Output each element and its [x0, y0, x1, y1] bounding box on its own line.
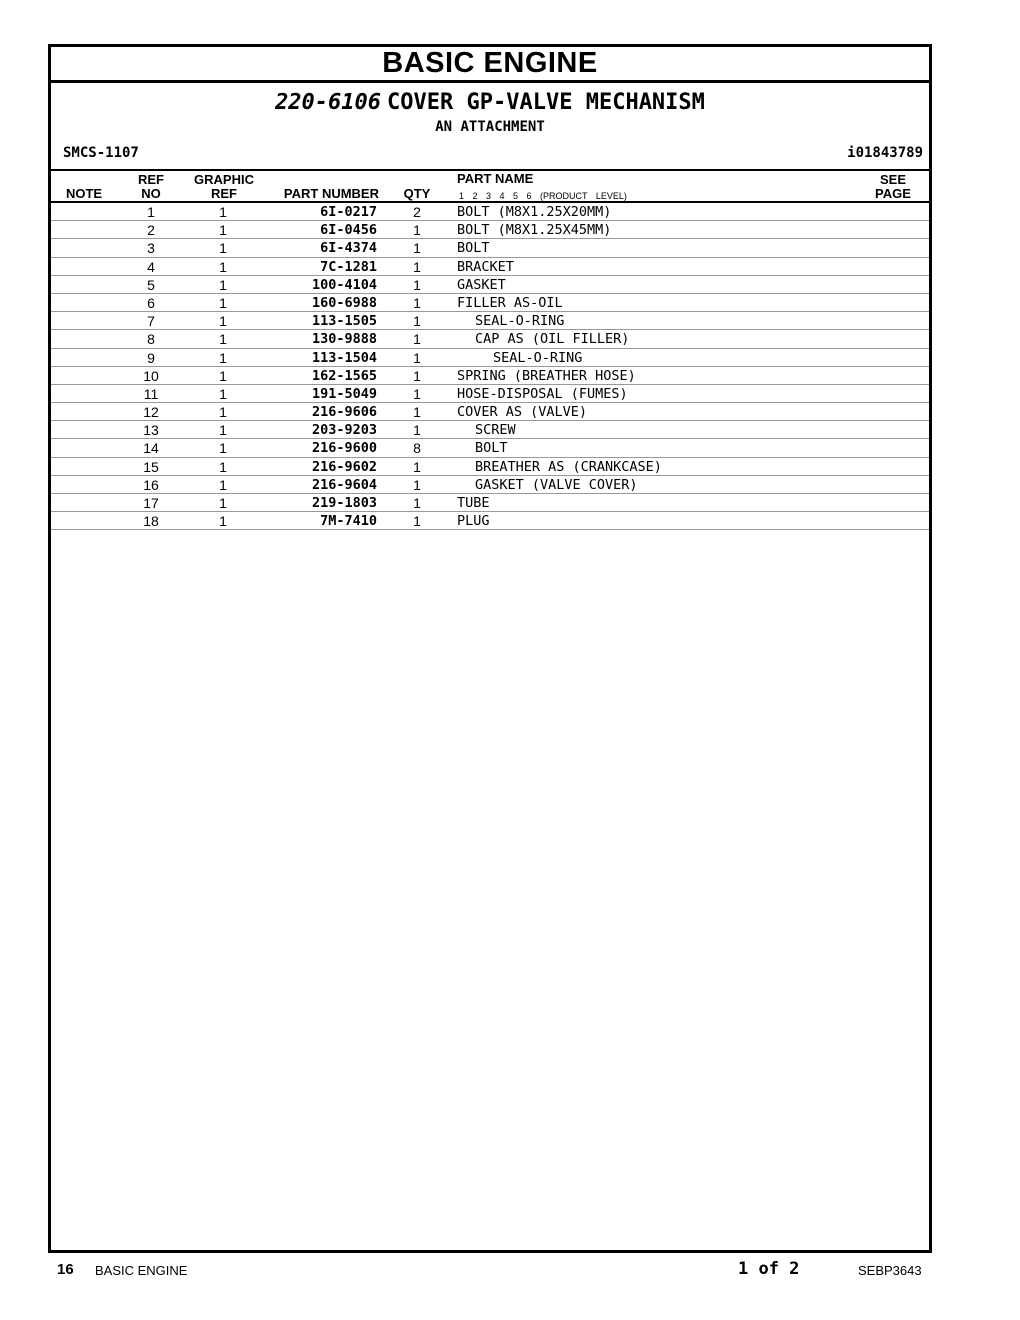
qty-cell: 1: [413, 331, 421, 348]
part-name-cell: BOLT: [457, 240, 490, 257]
part-number-cell: 191-5049: [311, 385, 377, 402]
ref-no-cell: 11: [143, 385, 159, 402]
footer-section-name: BASIC ENGINE: [95, 1263, 188, 1278]
qty-cell: 1: [413, 294, 421, 311]
group-name: COVER GP-VALVE MECHANISM: [387, 90, 705, 115]
ref-no-cell: 7: [147, 313, 155, 330]
part-name-cell: BOLT: [475, 440, 508, 457]
qty-cell: 1: [413, 313, 421, 330]
table-row: [51, 294, 929, 312]
part-number-cell: 113-1505: [311, 313, 377, 330]
part-name-cell: BRACKET: [457, 258, 514, 275]
qty-cell: 1: [413, 222, 421, 239]
document-code: SEBP3643: [858, 1263, 922, 1278]
graphic-ref-cell: 1: [219, 476, 227, 493]
part-number-cell: 6I-0456: [320, 222, 377, 239]
group-header: [51, 83, 929, 169]
smcs-code: SMCS-1107: [63, 145, 139, 161]
part-name-cell: SEAL-O-RING: [493, 349, 583, 366]
qty-cell: 1: [413, 385, 421, 402]
part-name-cell: BOLT (M8X1.25X45MM): [457, 222, 612, 239]
page-of-count: 1 of 2: [738, 1259, 800, 1279]
ref-no-cell: 15: [143, 458, 159, 475]
part-name-cell: BREATHER AS (CRANKCASE): [475, 458, 662, 475]
part-number-cell: 6I-4374: [320, 240, 377, 257]
part-name-cell: TUBE: [457, 495, 490, 511]
part-number-cell: 216-9606: [311, 404, 377, 421]
column-graphic-ref: [191, 173, 257, 201]
part-name-cell: CAP AS (OIL FILLER): [475, 331, 630, 348]
part-number-cell: 203-9203: [311, 422, 377, 439]
part-number-cell: 100-4104: [311, 276, 377, 293]
qty-cell: 1: [413, 276, 421, 293]
page-footer: [0, 1255, 1020, 1285]
qty-cell: 1: [413, 367, 421, 384]
part-name-cell: SPRING (BREATHER HOSE): [457, 367, 636, 384]
ref-no-cell: 14: [143, 440, 159, 457]
column-ref-line1: REF: [138, 172, 164, 187]
table-row: [51, 403, 929, 421]
qty-cell: 1: [413, 349, 421, 366]
ref-no-cell: 3: [147, 240, 155, 257]
table-row: [51, 385, 929, 403]
part-number-cell: 216-9600: [311, 440, 377, 457]
table-row: [51, 312, 929, 330]
table-row: [51, 458, 929, 476]
part-name-cell: PLUG: [457, 513, 490, 530]
column-graphic-line2: REF: [211, 186, 237, 201]
parts-table-body: [51, 203, 929, 530]
graphic-ref-cell: 1: [219, 258, 227, 275]
ref-no-cell: 12: [143, 404, 159, 421]
ref-no-cell: 10: [143, 367, 159, 384]
group-number: 220-6106: [275, 90, 382, 115]
ref-no-cell: 2: [147, 222, 155, 239]
graphic-ref-cell: 1: [219, 349, 227, 366]
graphic-ref-cell: 1: [219, 513, 227, 530]
graphic-ref-cell: 1: [219, 276, 227, 293]
table-header: [51, 169, 929, 203]
column-see-line2: PAGE: [875, 186, 911, 201]
graphic-ref-cell: 1: [219, 204, 227, 220]
table-row: [51, 203, 929, 221]
part-name-cell: SCREW: [475, 422, 516, 439]
table-row: [51, 239, 929, 257]
qty-cell: 1: [413, 476, 421, 493]
part-name-cell: COVER AS (VALVE): [457, 404, 588, 421]
graphic-ref-cell: 1: [219, 385, 227, 402]
column-see-page: [873, 173, 913, 201]
graphic-ref-cell: 1: [219, 422, 227, 439]
column-part-name: PART NAME: [457, 171, 534, 186]
table-row: [51, 367, 929, 385]
part-number-cell: 113-1504: [311, 349, 377, 366]
page-title: BASIC ENGINE: [382, 47, 598, 79]
table-row: [51, 349, 929, 367]
qty-cell: 1: [413, 495, 421, 511]
table-row: [51, 221, 929, 239]
table-row: [51, 276, 929, 294]
group-subtitle: AN ATTACHMENT: [435, 119, 545, 135]
qty-cell: 8: [413, 440, 421, 457]
qty-cell: 1: [413, 258, 421, 275]
part-number-cell: 130-9888: [311, 331, 377, 348]
graphic-ref-cell: 1: [219, 222, 227, 239]
part-number-cell: 160-6988: [311, 294, 377, 311]
qty-cell: 1: [413, 458, 421, 475]
graphic-ref-cell: 1: [219, 240, 227, 257]
part-name-cell: GASKET: [457, 276, 506, 293]
graphic-ref-cell: 1: [219, 440, 227, 457]
column-ref-line2: NO: [141, 186, 161, 201]
ref-no-cell: 17: [143, 495, 159, 511]
title-bar: [51, 47, 929, 83]
part-number-cell: 219-1803: [311, 495, 377, 511]
ref-no-cell: 4: [147, 258, 155, 275]
page-number: 16: [57, 1261, 74, 1278]
column-note: NOTE: [65, 186, 103, 201]
table-row: [51, 439, 929, 457]
qty-cell: 2: [413, 204, 421, 220]
part-name-cell: GASKET (VALVE COVER): [475, 476, 638, 493]
part-number-cell: 7C-1281: [320, 258, 377, 275]
column-see-line1: SEE: [879, 172, 906, 187]
column-qty: QTY: [403, 186, 431, 201]
column-graphic-line1: GRAPHIC: [194, 172, 254, 187]
ref-no-cell: 6: [147, 294, 155, 311]
table-row: [51, 421, 929, 439]
table-row: [51, 494, 929, 512]
ref-no-cell: 9: [147, 349, 155, 366]
part-number-cell: 6I-0217: [320, 204, 377, 220]
qty-cell: 1: [413, 240, 421, 257]
graphic-ref-cell: 1: [219, 367, 227, 384]
graphic-ref-cell: 1: [219, 495, 227, 511]
column-ref-no: [133, 173, 169, 201]
graphic-ref-cell: 1: [219, 404, 227, 421]
ref-no-cell: 5: [147, 276, 155, 293]
graphic-ref-cell: 1: [219, 313, 227, 330]
part-name-cell: BOLT (M8X1.25X20MM): [457, 204, 612, 220]
qty-cell: 1: [413, 422, 421, 439]
part-number-cell: 162-1565: [311, 367, 377, 384]
graphic-ref-cell: 1: [219, 294, 227, 311]
column-part-number: PART NUMBER: [283, 186, 379, 201]
table-row: [51, 330, 929, 348]
table-row: [51, 476, 929, 494]
ref-no-cell: 1: [147, 204, 155, 220]
ref-no-cell: 16: [143, 476, 159, 493]
part-name-cell: FILLER AS-OIL: [457, 294, 563, 311]
part-number-cell: 216-9604: [311, 476, 377, 493]
qty-cell: 1: [413, 513, 421, 530]
graphic-ref-cell: 1: [219, 331, 227, 348]
part-name-cell: HOSE-DISPOSAL (FUMES): [457, 385, 628, 402]
graphic-ref-cell: 1: [219, 458, 227, 475]
table-row: [51, 258, 929, 276]
group-title-line: [51, 90, 929, 115]
parts-list-frame: [48, 44, 932, 1253]
ref-no-cell: 8: [147, 331, 155, 348]
illustration-id: i01843789: [847, 145, 923, 161]
table-row: [51, 512, 929, 530]
ref-no-cell: 13: [143, 422, 159, 439]
part-name-cell: SEAL-O-RING: [475, 313, 565, 330]
part-number-cell: 216-9602: [311, 458, 377, 475]
part-number-cell: 7M-7410: [320, 513, 377, 530]
qty-cell: 1: [413, 404, 421, 421]
product-level-scale: 1 2 3 4 5 6 (PRODUCT LEVEL): [459, 191, 627, 201]
ref-no-cell: 18: [143, 513, 159, 530]
